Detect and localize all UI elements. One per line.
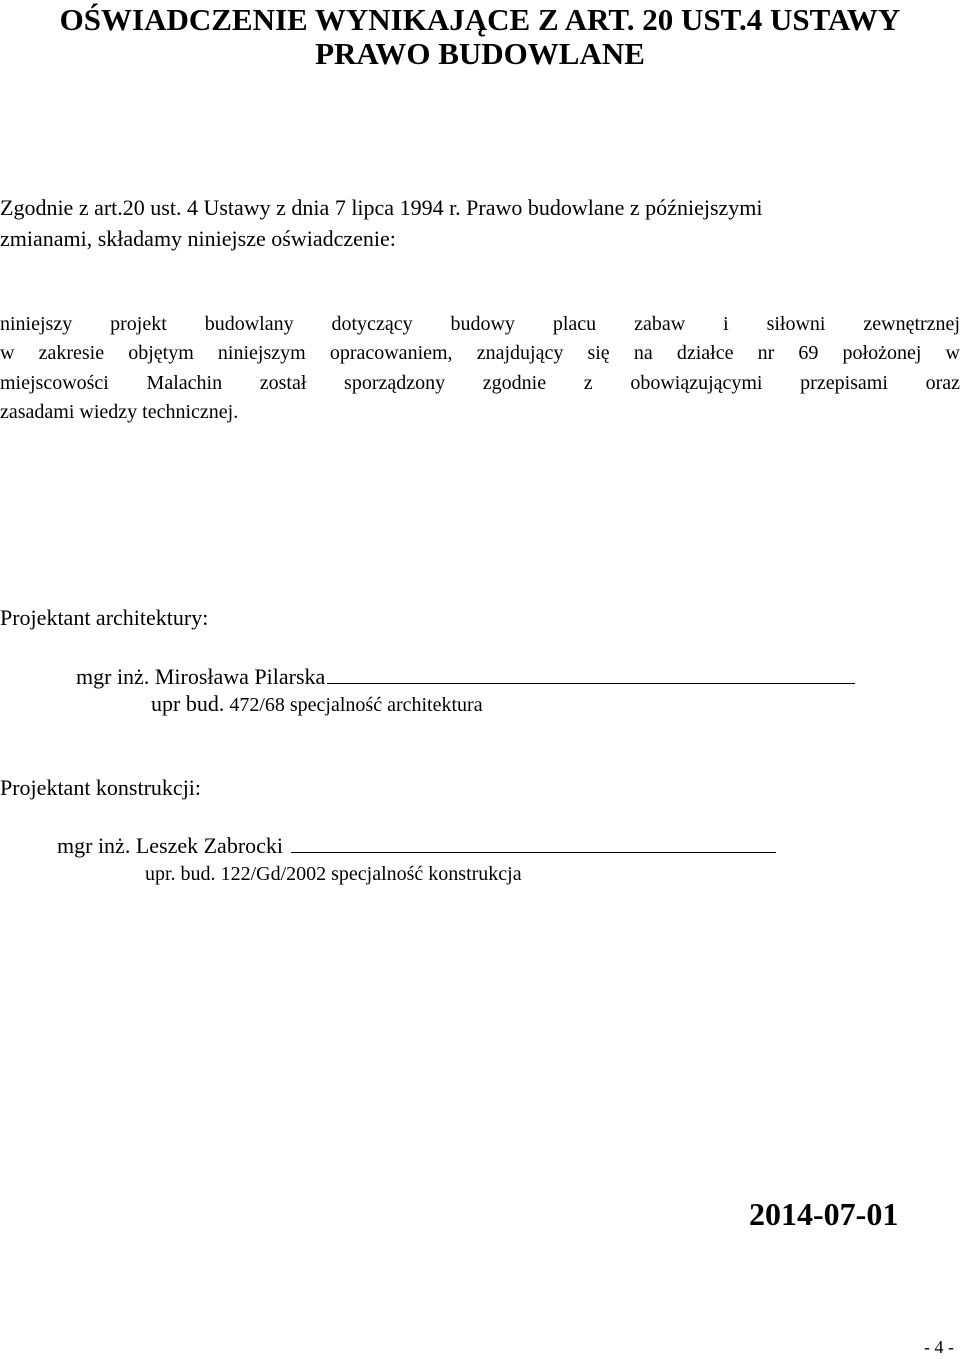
statement-line-1: niniejszy projekt budowlany dotyczący budowy placu zabaw i siłowni zewnętrznej [0, 313, 960, 335]
intro-line-1: Zgodnie z art.20 ust. 4 Ustawy z dnia 7 lipca 1994 r. Prawo budowlane z późniejszymi [0, 195, 763, 220]
statement-line-3: miejscowości Malachin został sporządzony zgodnie z obowiązującymi przepisami oraz [0, 372, 960, 394]
architect-license-prefix: upr bud. [151, 691, 225, 716]
document-title-line-1: OŚWIADCZENIE WYNIKAJĄCE Z ART. 20 UST.4 USTAWY [59, 2, 901, 37]
structural-license [145, 860, 522, 888]
structural-name: mgr inż. Leszek Zabrocki [57, 833, 284, 858]
architect-license [151, 690, 483, 719]
structural-signature-block [57, 831, 776, 861]
page-number: - 4 - [924, 1337, 954, 1357]
intro-line-2: zmianami, składamy niniejsze oświadczenie: [0, 226, 396, 251]
architect-license-text: 472/68 specjalność architektura [229, 694, 483, 716]
structural-license-text: 122/Gd/2002 specjalność konstrukcja [220, 863, 522, 885]
document-title-line-2: PRAWO BUDOWLANE [315, 36, 645, 71]
statement-line-2: w zakresie objętym niniejszym opracowaniem, znajdujący się na działce nr 69 położonej w [0, 342, 960, 364]
architect-name: mgr inż. Mirosława Pilarska [76, 664, 326, 689]
architect-role-label: Projektant architektury: [0, 605, 209, 630]
architect-signature-line [327, 663, 855, 684]
structural-signature-line [291, 832, 776, 853]
structural-role-label: Projektant konstrukcji: [0, 775, 202, 800]
document-date: 2014-07-01 [749, 1196, 899, 1232]
architect-signature-block [76, 662, 855, 692]
statement-line-4: zasadami wiedzy technicznej. [0, 401, 239, 423]
structural-license-prefix: upr. bud. [145, 863, 216, 885]
